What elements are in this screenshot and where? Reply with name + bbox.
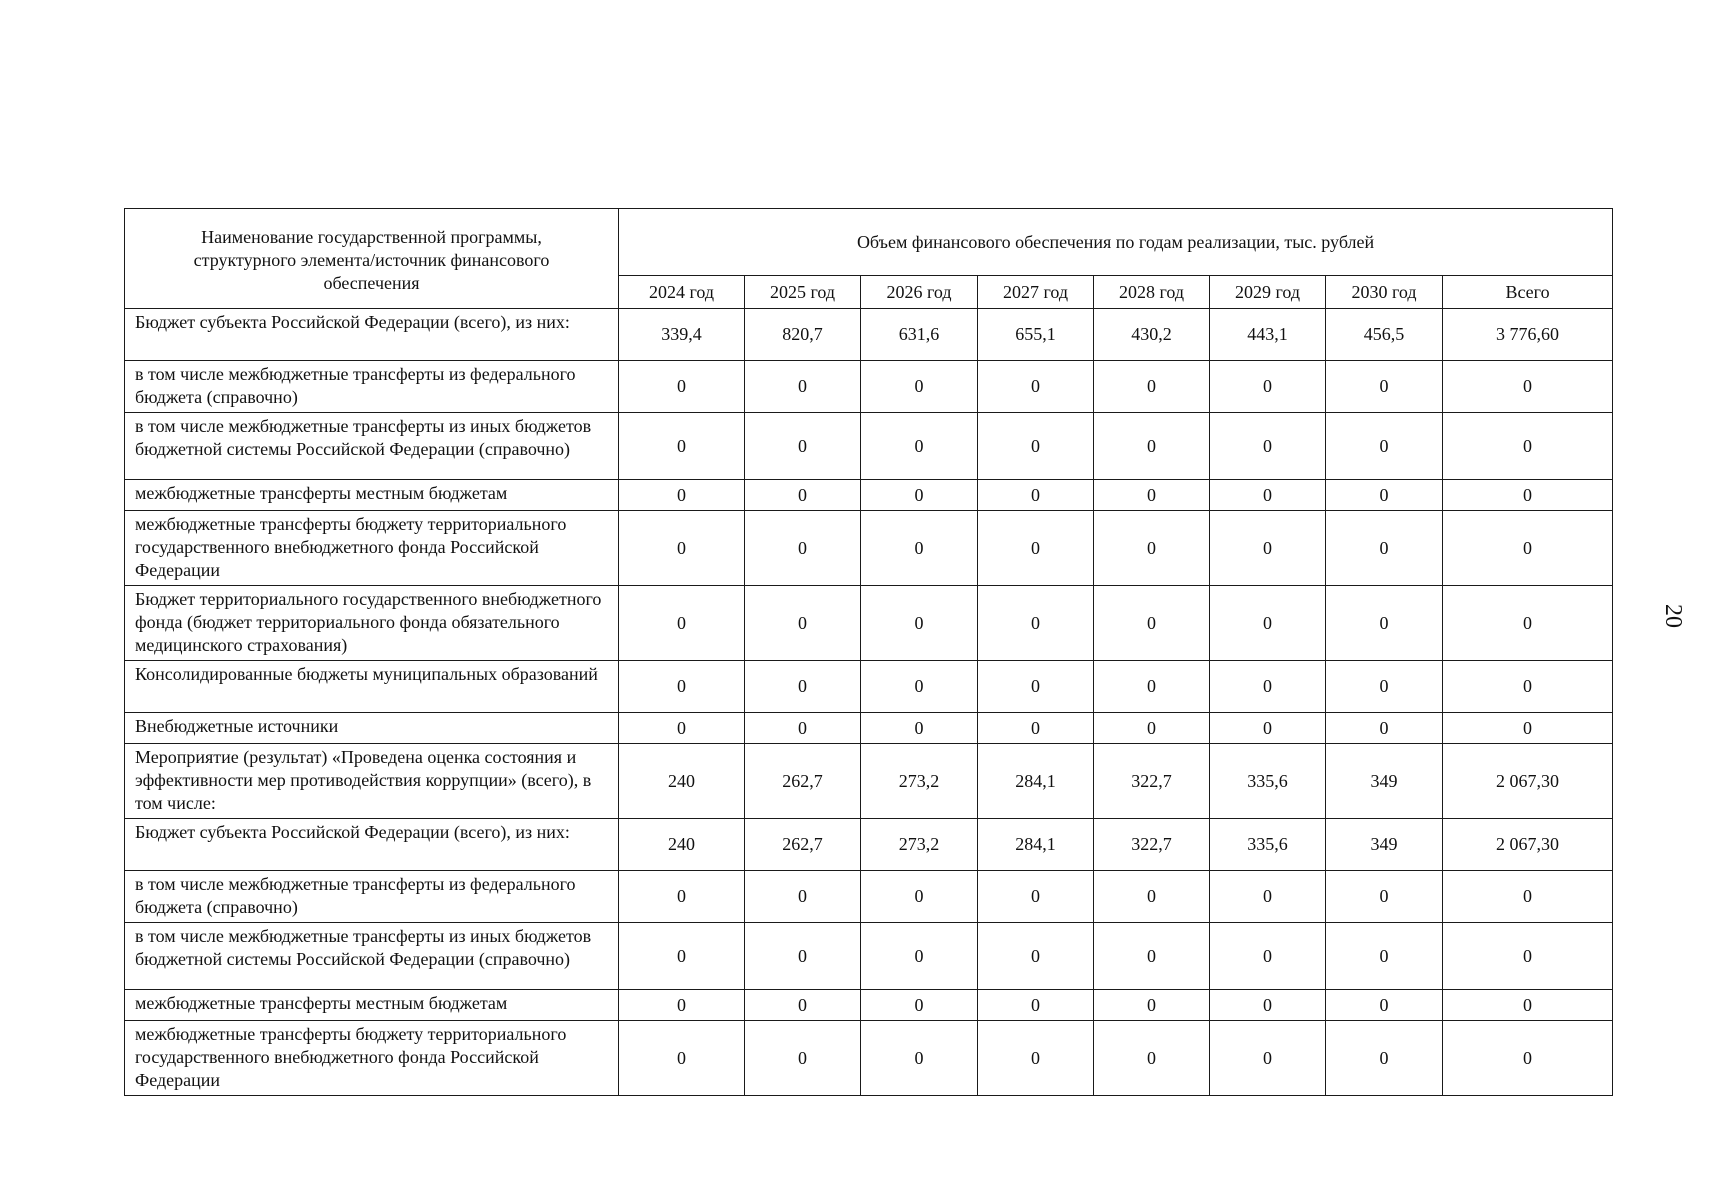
year-value-cell: 0 <box>861 1021 978 1096</box>
year-value-cell: 349 <box>1326 744 1443 819</box>
year-value-cell: 0 <box>861 586 978 661</box>
row-label: Бюджет субъекта Российской Федерации (всего), из них: <box>125 309 619 361</box>
header-row-group <box>125 209 1613 276</box>
year-value-cell: 0 <box>1326 511 1443 586</box>
row-total-cell: 0 <box>1443 511 1613 586</box>
year-value-cell: 0 <box>745 990 861 1021</box>
row-total-cell: 0 <box>1443 713 1613 744</box>
table-row <box>125 309 1613 361</box>
table-row <box>125 923 1613 990</box>
year-value-cell: 0 <box>1094 413 1210 480</box>
year-value-cell: 0 <box>619 661 745 713</box>
year-value-cell: 0 <box>978 1021 1094 1096</box>
year-value-cell: 0 <box>861 361 978 413</box>
row-label: в том числе межбюджетные трансферты из федерального бюджета (справочно) <box>125 871 619 923</box>
year-value-cell: 0 <box>1326 1021 1443 1096</box>
year-value-cell: 240 <box>619 744 745 819</box>
table-row <box>125 819 1613 871</box>
year-value-cell: 0 <box>619 480 745 511</box>
year-value-cell: 430,2 <box>1094 309 1210 361</box>
table-header <box>125 209 1613 309</box>
year-value-cell: 322,7 <box>1094 744 1210 819</box>
year-value-cell: 284,1 <box>978 744 1094 819</box>
table-body <box>125 309 1613 1096</box>
row-total-cell: 2 067,30 <box>1443 819 1613 871</box>
year-value-cell: 0 <box>745 361 861 413</box>
year-value-cell: 0 <box>745 661 861 713</box>
year-value-cell: 0 <box>1094 990 1210 1021</box>
year-value-cell: 0 <box>1094 1021 1210 1096</box>
table-row <box>125 480 1613 511</box>
year-column-header: 2027 год <box>978 276 1094 309</box>
year-value-cell: 0 <box>861 413 978 480</box>
row-total-cell: 0 <box>1443 1021 1613 1096</box>
year-value-cell: 0 <box>861 923 978 990</box>
year-value-cell: 0 <box>1094 923 1210 990</box>
row-label: в том числе межбюджетные трансферты из иных бюджетов бюджетной системы Российской Федерации (справочно) <box>125 923 619 990</box>
year-value-cell: 0 <box>1094 871 1210 923</box>
row-label: Консолидированные бюджеты муниципальных образований <box>125 661 619 713</box>
row-total-cell: 0 <box>1443 586 1613 661</box>
row-label: межбюджетные трансферты местным бюджетам <box>125 990 619 1021</box>
year-value-cell: 0 <box>619 871 745 923</box>
year-value-cell: 0 <box>1210 713 1326 744</box>
year-value-cell: 0 <box>1210 1021 1326 1096</box>
year-value-cell: 0 <box>619 586 745 661</box>
year-value-cell: 0 <box>1210 413 1326 480</box>
year-value-cell: 0 <box>978 413 1094 480</box>
year-value-cell: 0 <box>978 586 1094 661</box>
row-total-cell: 0 <box>1443 990 1613 1021</box>
year-value-cell: 0 <box>1094 713 1210 744</box>
row-label: в том числе межбюджетные трансферты из федерального бюджета (справочно) <box>125 361 619 413</box>
table-row <box>125 413 1613 480</box>
year-value-cell: 0 <box>1094 480 1210 511</box>
year-value-cell: 240 <box>619 819 745 871</box>
table-row <box>125 1021 1613 1096</box>
row-total-cell: 0 <box>1443 480 1613 511</box>
year-value-cell: 0 <box>861 511 978 586</box>
year-value-cell: 335,6 <box>1210 819 1326 871</box>
year-value-cell: 0 <box>745 923 861 990</box>
row-label: Внебюджетные источники <box>125 713 619 744</box>
year-value-cell: 0 <box>978 361 1094 413</box>
year-column-header: 2028 год <box>1094 276 1210 309</box>
table-row <box>125 361 1613 413</box>
year-value-cell: 655,1 <box>978 309 1094 361</box>
year-value-cell: 0 <box>1326 871 1443 923</box>
page-number: 20 <box>1660 604 1686 628</box>
year-value-cell: 0 <box>1210 661 1326 713</box>
year-value-cell: 0 <box>745 1021 861 1096</box>
year-value-cell: 0 <box>1326 661 1443 713</box>
year-value-cell: 0 <box>1210 586 1326 661</box>
year-value-cell: 0 <box>745 413 861 480</box>
year-value-cell: 0 <box>978 990 1094 1021</box>
year-value-cell: 0 <box>861 661 978 713</box>
year-value-cell: 0 <box>978 511 1094 586</box>
year-value-cell: 0 <box>1094 361 1210 413</box>
table-row <box>125 990 1613 1021</box>
year-value-cell: 273,2 <box>861 744 978 819</box>
row-label: межбюджетные трансферты бюджету территориального государственного внебюджетного фонда Российской Федерации <box>125 1021 619 1096</box>
year-value-cell: 262,7 <box>745 744 861 819</box>
year-value-cell: 0 <box>619 511 745 586</box>
year-value-cell: 0 <box>1210 480 1326 511</box>
row-label: Бюджет территориального государственного внебюджетного фонда (бюджет территориального фонда обязательного медицинского страхования) <box>125 586 619 661</box>
table-row <box>125 661 1613 713</box>
year-value-cell: 0 <box>1326 413 1443 480</box>
row-total-cell: 0 <box>1443 361 1613 413</box>
funding-volume-header: Объем финансового обеспечения по годам реализации, тыс. рублей <box>619 209 1613 276</box>
year-value-cell: 820,7 <box>745 309 861 361</box>
row-label: в том числе межбюджетные трансферты из иных бюджетов бюджетной системы Российской Федерации (справочно) <box>125 413 619 480</box>
year-value-cell: 0 <box>1326 361 1443 413</box>
row-label: межбюджетные трансферты бюджету территориального государственного внебюджетного фонда Российской Федерации <box>125 511 619 586</box>
year-value-cell: 0 <box>861 713 978 744</box>
year-value-cell: 0 <box>1326 480 1443 511</box>
year-value-cell: 0 <box>619 1021 745 1096</box>
year-value-cell: 0 <box>978 871 1094 923</box>
name-column-header: Наименование государственной программы, структурного элемента/источник финансового обеспечения <box>125 209 619 309</box>
total-column-header: Всего <box>1443 276 1613 309</box>
year-value-cell: 335,6 <box>1210 744 1326 819</box>
year-value-cell: 631,6 <box>861 309 978 361</box>
year-value-cell: 0 <box>745 586 861 661</box>
table-row <box>125 871 1613 923</box>
row-total-cell: 0 <box>1443 923 1613 990</box>
table-row <box>125 586 1613 661</box>
row-label: межбюджетные трансферты местным бюджетам <box>125 480 619 511</box>
year-value-cell: 0 <box>978 480 1094 511</box>
year-value-cell: 0 <box>861 871 978 923</box>
year-value-cell: 0 <box>1210 871 1326 923</box>
year-value-cell: 273,2 <box>861 819 978 871</box>
year-value-cell: 284,1 <box>978 819 1094 871</box>
year-value-cell: 0 <box>619 990 745 1021</box>
row-total-cell: 0 <box>1443 871 1613 923</box>
row-label: Мероприятие (результат) «Проведена оценка состояния и эффективности мер противодействия коррупции» (всего), в том числе: <box>125 744 619 819</box>
year-value-cell: 0 <box>1094 511 1210 586</box>
year-value-cell: 0 <box>1326 713 1443 744</box>
year-value-cell: 0 <box>1210 990 1326 1021</box>
year-value-cell: 443,1 <box>1210 309 1326 361</box>
year-value-cell: 0 <box>619 923 745 990</box>
row-total-cell: 0 <box>1443 413 1613 480</box>
year-value-cell: 0 <box>1210 511 1326 586</box>
year-value-cell: 0 <box>1326 990 1443 1021</box>
year-value-cell: 0 <box>619 361 745 413</box>
row-label: Бюджет субъекта Российской Федерации (всего), из них: <box>125 819 619 871</box>
table-row <box>125 511 1613 586</box>
year-value-cell: 0 <box>745 713 861 744</box>
year-value-cell: 339,4 <box>619 309 745 361</box>
year-value-cell: 0 <box>619 713 745 744</box>
year-value-cell: 0 <box>1210 923 1326 990</box>
year-value-cell: 0 <box>1094 586 1210 661</box>
table-row <box>125 744 1613 819</box>
row-total-cell: 2 067,30 <box>1443 744 1613 819</box>
row-total-cell: 3 776,60 <box>1443 309 1613 361</box>
year-value-cell: 0 <box>1094 661 1210 713</box>
financing-table <box>124 208 1613 1096</box>
year-value-cell: 0 <box>745 480 861 511</box>
year-value-cell: 456,5 <box>1326 309 1443 361</box>
year-column-header: 2030 год <box>1326 276 1443 309</box>
year-value-cell: 0 <box>861 480 978 511</box>
year-value-cell: 0 <box>861 990 978 1021</box>
year-value-cell: 0 <box>978 661 1094 713</box>
year-value-cell: 0 <box>1210 361 1326 413</box>
year-column-header: 2025 год <box>745 276 861 309</box>
year-value-cell: 0 <box>1326 923 1443 990</box>
year-column-header: 2026 год <box>861 276 978 309</box>
row-total-cell: 0 <box>1443 661 1613 713</box>
year-value-cell: 262,7 <box>745 819 861 871</box>
year-value-cell: 0 <box>745 871 861 923</box>
year-column-header: 2024 год <box>619 276 745 309</box>
year-value-cell: 349 <box>1326 819 1443 871</box>
year-value-cell: 0 <box>745 511 861 586</box>
table-row <box>125 713 1613 744</box>
year-value-cell: 0 <box>1326 586 1443 661</box>
year-column-header: 2029 год <box>1210 276 1326 309</box>
year-value-cell: 0 <box>978 923 1094 990</box>
year-value-cell: 0 <box>978 713 1094 744</box>
year-value-cell: 0 <box>619 413 745 480</box>
year-value-cell: 322,7 <box>1094 819 1210 871</box>
